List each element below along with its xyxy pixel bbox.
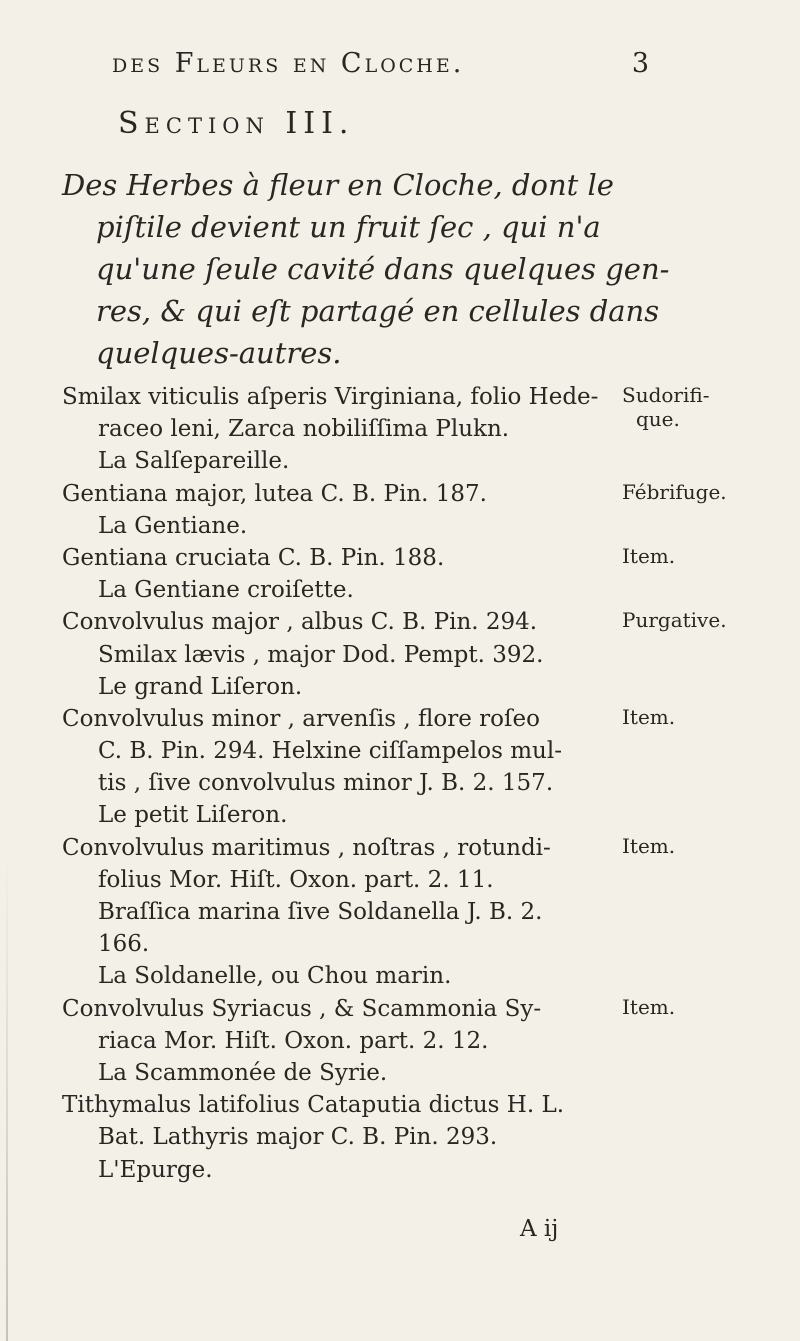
entry-line: Convolvulus Syriacus , & Scammonia Sy-	[62, 995, 542, 1022]
plant-list	[62, 381, 622, 1186]
entry-line: Le petit Liſeron.	[98, 802, 288, 829]
entry-line: La Gentiane.	[98, 512, 248, 539]
entry-line: folius Mor. Hiſt. Oxon. part. 2. 11.	[98, 866, 494, 893]
margin-note-text: que.	[636, 407, 680, 431]
entry-line: C. B. Pin. 294. Helxine ciſſampelos mul-	[98, 738, 562, 765]
margin-note	[622, 834, 782, 858]
margin-note-text: Item.	[622, 994, 676, 1019]
entry-line: La Salſepareille.	[98, 448, 290, 475]
entry-line: raceo leni, Zarca nobiliſſima Plukn.	[98, 416, 510, 443]
entry-line: L'Epurge.	[98, 1156, 213, 1183]
signature-mark: A ij	[520, 1216, 559, 1242]
margin-note-text: Sudorifi-	[622, 383, 710, 407]
entry-line: Gentiana cruciata C. B. Pin. 188.	[62, 544, 445, 571]
margin-note-text: Purgative.	[622, 608, 727, 633]
running-head	[112, 48, 652, 79]
entry-line: 166.	[98, 931, 150, 958]
margin-note	[622, 544, 782, 568]
margin-note-text: Item.	[622, 833, 676, 858]
page-gutter-shadow	[6, 850, 8, 1341]
running-head-title: des Fleurs en Cloche.	[112, 48, 465, 79]
entry-line: Tithymalus latifolius Cataputia dictus H. L.	[62, 1092, 565, 1119]
heading-line: quelques-autres.	[96, 336, 342, 370]
entry-line: Smilax lævis , major Dod. Pempt. 392.	[98, 641, 544, 668]
heading-line: Des Herbes à fleur en Cloche, dont le	[62, 168, 614, 202]
margin-note-text: Item.	[622, 544, 676, 568]
margin-note	[622, 383, 782, 431]
entry-line: Le grand Liſeron.	[98, 673, 303, 700]
entry-line: Convolvulus major , albus C. B. Pin. 294.	[62, 609, 538, 636]
entry-line: Braſſica marina ſive Soldanella J. B. 2.	[98, 899, 543, 925]
section-title: Section III.	[118, 106, 355, 141]
entry-line: La Soldanelle, ou Chou marin.	[98, 963, 452, 990]
entry-line: Smilax viticulis aſperis Virginiana, folio Hede-	[62, 384, 599, 410]
section-heading	[62, 164, 670, 374]
entry-line: Convolvulus maritimus , noſtras , rotundi-	[62, 834, 551, 861]
margin-note-text: Fébrifuge.	[622, 479, 727, 504]
margin-note	[622, 995, 782, 1019]
margin-note	[622, 480, 782, 504]
margin-note	[622, 608, 782, 632]
entry-line: tis , ſive convolvulus minor J. B. 2. 157.	[98, 770, 554, 797]
entry-line: La Scammonée de Syrie.	[98, 1059, 388, 1086]
entry-line: Gentiana major, lutea C. B. Pin. 187.	[62, 480, 487, 507]
heading-line: piſtile devient un fruit ſec , qui n'a	[96, 210, 601, 244]
entry-line: Convolvulus minor , arvenſis , flore roſeo	[62, 705, 540, 732]
heading-line: qu'une ſeule cavité dans quelques gen-	[96, 252, 670, 286]
entry-line: La Gentiane croiſette.	[98, 577, 354, 604]
entry-line: riaca Mor. Hiſt. Oxon. part. 2. 12.	[98, 1027, 489, 1054]
entry-line: Bat. Lathyris major C. B. Pin. 293.	[98, 1124, 498, 1151]
margin-note	[622, 705, 782, 729]
margin-note-text: Item.	[622, 705, 676, 729]
heading-line: res, & qui eſt partagé en cellules dans	[96, 294, 660, 328]
page-number: 3	[631, 48, 652, 79]
